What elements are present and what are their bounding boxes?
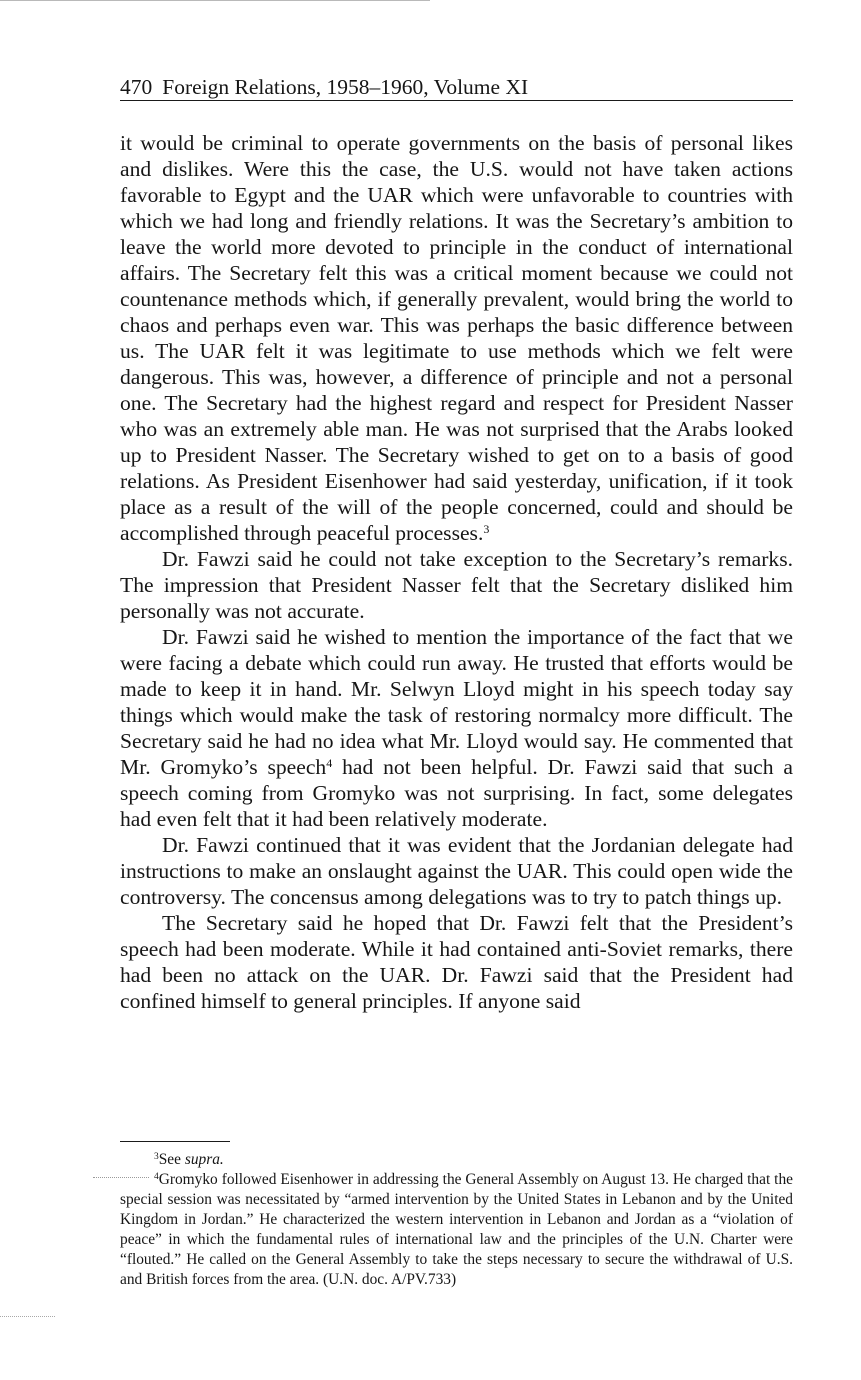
running-title: Foreign Relations, 1958–1960, Volume XI [162,75,529,99]
footnote-ref-4: 4 [326,756,333,770]
footnote-4 [120,1170,793,1290]
paragraph-text: The Secretary said he hoped that Dr. Fawzi felt that the President’s speech had been moderate. While it had contained anti-Soviet remarks, there had been no attack on the UAR. Dr. Fawzi said that the President had confined himself to general principles. If anyone said [120,911,793,1013]
footnote-separator [120,1141,230,1142]
paragraph-5 [120,910,793,1014]
scan-mark [0,1316,55,1317]
footnote-number: 4 [154,1172,159,1182]
paragraph-text: Dr. Fawzi continued that it was evident that the Jordanian delegate had instructions to make an onslaught against the UAR. This could open wide the controversy. The concensus among delegations was to try to patch things up. [120,833,793,909]
footnote-text: Gromyko followed Eisenhower in addressing the General Assembly on August 13. He charged that the special session was necessitated by “armed intervention by the United States in Lebanon and by the United Kingdom in Jordan.” He characterized the western intervention in Lebanon and Jordan as a “violation of peace” in which the fundamental rules of international law and the principles of the U.N. Charter were “flouted.” He called on the General Assembly to take the steps necessary to secure the withdrawal of U.S. and British forces from the area. (U.N. doc. A/PV.733) [120,1171,793,1288]
paragraph-2 [120,546,793,624]
paragraph-1 [120,130,793,546]
running-header [120,74,793,101]
footnote-ref-3: 3 [483,522,490,536]
paragraph-text: Dr. Fawzi said he could not take exception to the Secretary’s remarks. The impression that President Nasser felt that the Secretary disliked him personally was not accurate. [120,547,793,623]
paragraph-text: it would be criminal to operate governments on the basis of personal likes and dislikes. Were this the case, the U.S. would not have taken actions favorable to Egypt and the UAR which were unfavorable to countries with which we had long and friendly relations. It was the Secretary’s ambition to leave the world more devoted to principle in the conduct of international affairs. The Secretary felt this was a critical moment because we could not countenance methods which, if generally prevalent, would bring the world to chaos and perhaps even war. This was perhaps the basic difference between us. The UAR felt it was legitimate to use methods which we felt were dangerous. This was, however, a difference of principle and not a personal one. The Secretary had the highest regard and respect for President Nasser who was an extremely able man. He was not surprised that the Arabs looked up to President Nasser. The Secretary wished to get on to a basis of good relations. As President Eisenhower had said yesterday, unification, if it took place as a result of the will of the people concerned, could and should be accomplished through peaceful processes. [120,131,793,545]
scan-edge-line [0,0,430,1]
footnote-number: 3 [154,1152,159,1162]
paragraph-3 [120,624,793,832]
paragraph-text: Dr. Fawzi said he wished to mention the importance of the fact that we were facing a debate which could run away. He trusted that efforts would be made to keep it in hand. Mr. Selwyn Lloyd might in his speech today say things which would make the task of restoring normalcy more difficult. The Secretary said he had no idea what Mr. Lloyd would say. He commented that Mr. Gromyko’s speech [120,625,793,779]
page-number: 470 [120,75,153,99]
footnotes [120,1150,793,1290]
paragraph-4 [120,832,793,910]
footnote-emphasis: supra. [184,1151,224,1168]
main-text [120,130,793,1014]
paragraph-text: had not been helpful. Dr. Fawzi said that such a speech coming from Gromyko was not surprising. In fact, some delegates had even felt that it had been relatively moderate. [120,755,793,831]
footnote-3 [120,1150,793,1170]
footnote-text: See [158,1151,185,1168]
